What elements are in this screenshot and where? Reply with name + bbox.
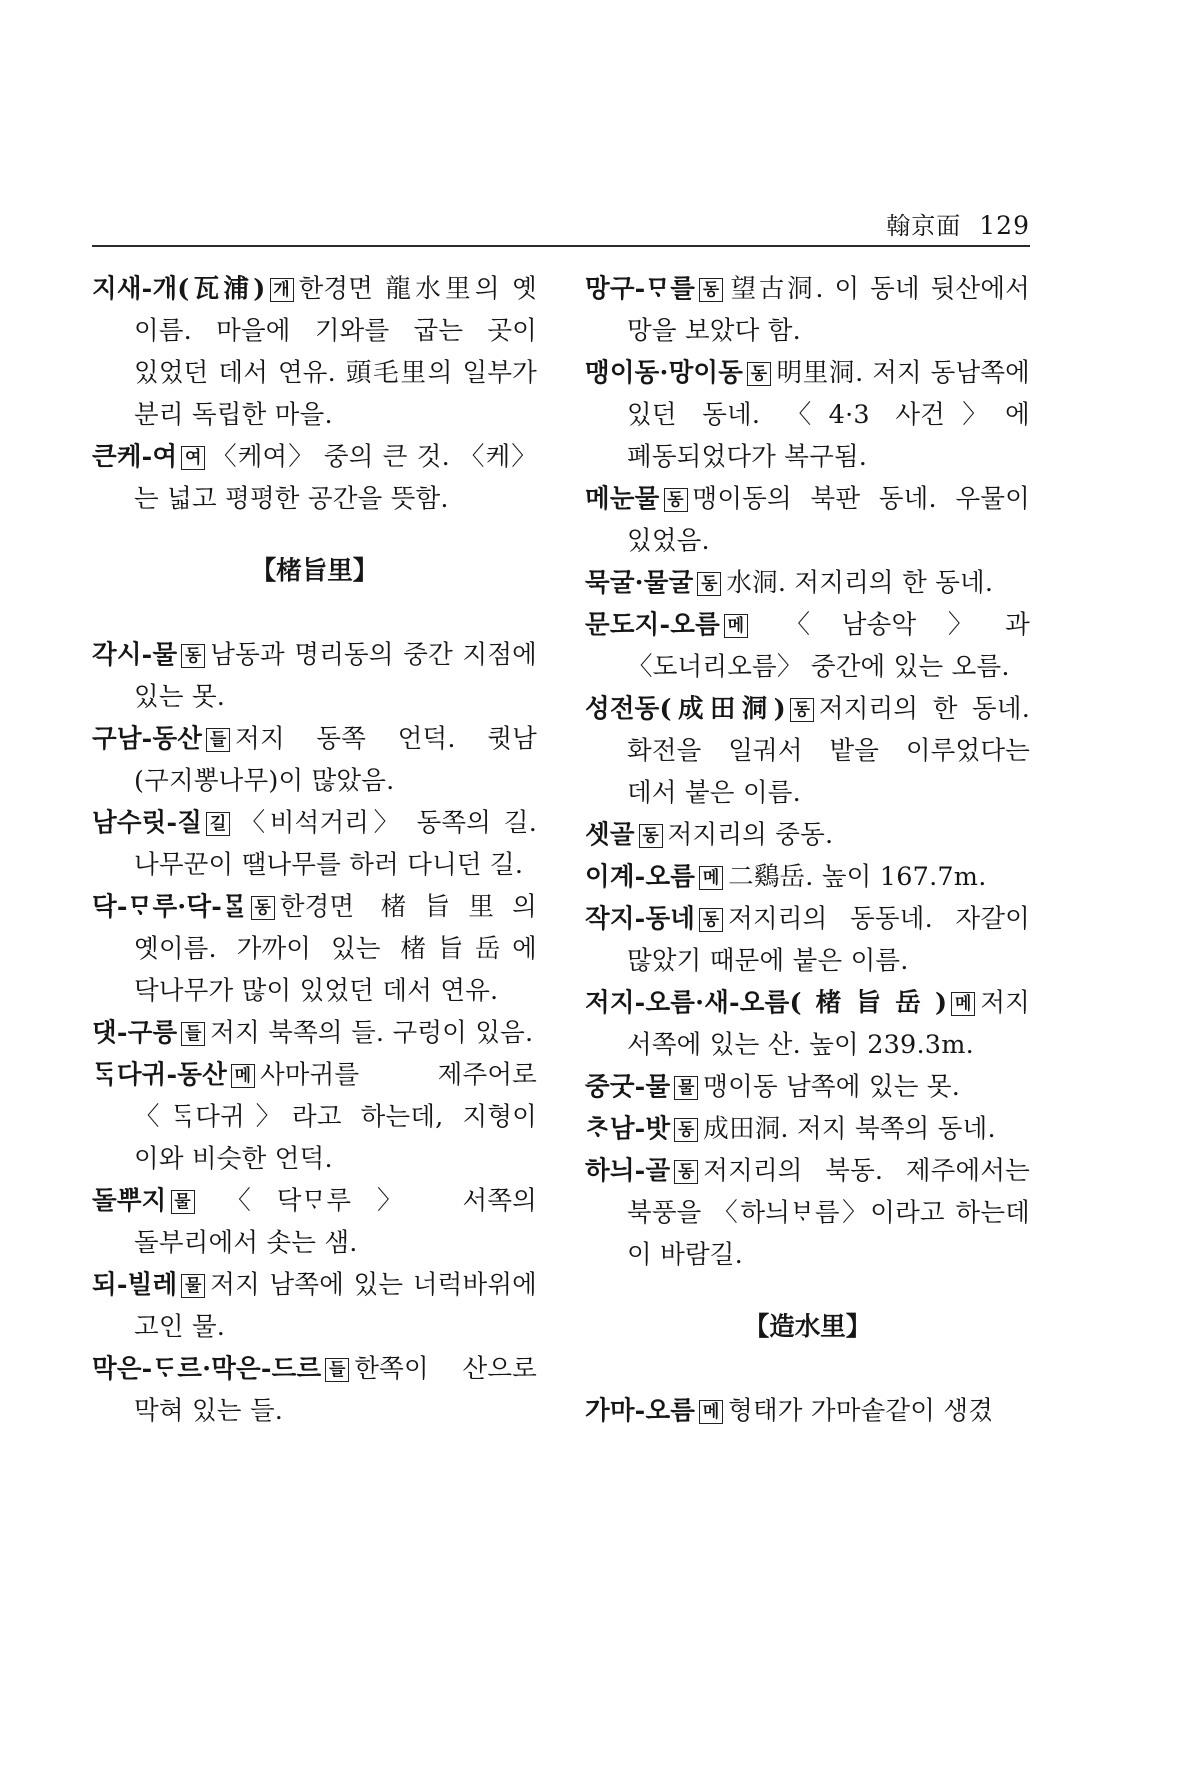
dictionary-entry — [585, 604, 1030, 688]
category-tag: 들 — [181, 1022, 205, 1046]
entry-headword: 셋골 — [585, 820, 635, 850]
dictionary-entry — [92, 718, 537, 802]
category-tag: 동 — [697, 572, 721, 596]
dictionary-entry — [92, 1180, 537, 1264]
dictionary-entry — [585, 856, 1030, 898]
dictionary-entry — [92, 886, 537, 1012]
entry-definition: 한경면 龍水里의 옛 이름. 마을에 기와를 굽는 곳이 있었던 데서 연유. 頭毛里의 일부가 분리 독립한 마을. — [134, 274, 537, 430]
dictionary-entry — [92, 802, 537, 886]
entry-headword: 댓-구릉 — [92, 1018, 178, 1048]
entry-headword: 중굿-물 — [585, 1072, 671, 1102]
entry-headword: 성전동(成田洞) — [585, 694, 786, 724]
entry-headword: 작지-동네 — [585, 904, 696, 934]
entry-definition: 사마귀를 제주어로 〈ᄃᆞᆨ다귀〉라고 하는데, 지형이 이와 비슷한 언덕. — [134, 1060, 537, 1174]
category-tag: 동 — [790, 698, 814, 722]
entry-headword: ᄎᆞ남-밧 — [585, 1114, 671, 1144]
entry-headword: 지새-개(瓦浦) — [92, 274, 266, 304]
category-tag: 동 — [251, 896, 275, 920]
dictionary-entry — [585, 1066, 1030, 1108]
category-tag: 동 — [674, 1118, 698, 1142]
category-tag: 개 — [270, 278, 294, 302]
entry-headword: 각시-물 — [92, 640, 178, 670]
entry-definition: 저지리의 동동네. 자갈이 많았기 때문에 붙은 이름. — [627, 904, 1030, 976]
section-heading: 【造水里】 — [743, 1312, 872, 1342]
entry-headword: 묵굴·물굴 — [585, 568, 694, 598]
entry-definition: 맹이동 남쪽에 있는 못. — [703, 1072, 961, 1102]
entry-definition: 저지 북쪽의 들. 구렁이 있음. — [210, 1018, 534, 1048]
category-tag: 메 — [951, 992, 975, 1016]
entry-headword: 큰케-여 — [92, 442, 178, 472]
entry-headword: 돌뿌지 — [92, 1186, 167, 1216]
category-tag: 들 — [325, 1358, 349, 1382]
dictionary-entry — [585, 982, 1030, 1066]
dictionary-entry — [92, 634, 537, 718]
category-tag: 여 — [181, 446, 205, 470]
dictionary-entry — [92, 436, 537, 520]
dictionary-entry — [585, 478, 1030, 562]
entry-headword: 닥-ᄆᆞ루·닥-ᄆᆞᆯ — [92, 892, 247, 922]
category-tag: 물 — [181, 1274, 205, 1298]
entry-definition: 〈케여〉 중의 큰 것. 〈케〉는 넓고 평평한 공간을 뜻함. — [134, 442, 537, 514]
entry-definition: 望古洞. 이 동네 뒷산에서 망을 보았다 함. — [627, 274, 1030, 346]
dictionary-entry — [92, 1348, 537, 1432]
dictionary-entry — [92, 1264, 537, 1348]
left-column — [92, 268, 537, 1432]
entry-definition: 成田洞. 저지 북쪽의 동네. — [703, 1114, 996, 1144]
category-tag: 길 — [206, 812, 230, 836]
category-tag: 물 — [171, 1190, 195, 1214]
running-head-title: 翰京面 — [886, 212, 962, 240]
dictionary-entry — [585, 1150, 1030, 1276]
entry-definition: 남동과 명리동의 중간 지점에 있는 못. — [134, 640, 537, 712]
category-tag: 동 — [181, 644, 205, 668]
entry-headword: 이계-오름 — [585, 862, 696, 892]
entry-headword: 저지-오름·새-오름(楮旨岳) — [585, 988, 948, 1018]
dictionary-entry — [585, 268, 1030, 352]
entry-definition: 저지리의 중동. — [667, 820, 834, 850]
entry-definition: 저지 남쪽에 있는 너럭바위에 고인 물. — [134, 1270, 537, 1342]
entry-definition: 水洞. 저지리의 한 동네. — [726, 568, 994, 598]
header-rule — [92, 245, 1030, 247]
right-column — [585, 268, 1030, 1432]
dictionary-entry — [585, 352, 1030, 478]
category-tag: 메 — [724, 614, 748, 638]
category-tag: 동 — [664, 488, 688, 512]
category-tag: 동 — [639, 824, 663, 848]
category-tag: 동 — [699, 278, 723, 302]
dictionary-entry — [585, 814, 1030, 856]
entry-headword: 가마-오름 — [585, 1396, 696, 1426]
category-tag: 메 — [231, 1064, 255, 1088]
dictionary-entry — [585, 562, 1030, 604]
category-tag: 메 — [699, 1400, 723, 1424]
entry-definition: 明里洞. 저지 동남쪽에 있던 동네. 〈4·3 사건〉에 폐동되었다가 복구됨. — [627, 358, 1030, 472]
entry-headword: 막은-ᄃᆞ르·막은-드르 — [92, 1354, 322, 1384]
dictionary-entry — [92, 268, 537, 436]
entry-headword: 남수릿-질 — [92, 808, 203, 838]
entry-definition: 저지리의 한 동네. 화전을 일궈서 밭을 이루었다는 데서 붙은 이름. — [627, 694, 1030, 808]
category-tag: 들 — [206, 728, 230, 752]
category-tag: 동 — [747, 362, 771, 386]
category-tag: 메 — [699, 866, 723, 890]
entry-definition: 형태가 가마솥같이 생겼 — [728, 1396, 994, 1426]
entry-definition: 저지 서쪽에 있는 산. 높이 239.3m. — [627, 988, 1030, 1060]
entry-definition: 〈닥ᄆᆞ루〉 서쪽의 돌부리에서 솟는 샘. — [134, 1186, 537, 1258]
dictionary-entry — [585, 688, 1030, 814]
entry-definition: 〈비석거리〉 동쪽의 길. 나무꾼이 땔나무를 하러 다니던 길. — [134, 808, 537, 880]
page-number: 129 — [979, 211, 1030, 240]
dictionary-entry — [92, 1054, 537, 1180]
entry-definition: 二鷄岳. 높이 167.7m. — [728, 862, 987, 892]
entry-headword: 문도지-오름 — [585, 610, 720, 640]
entry-headword: 구남-동산 — [92, 724, 203, 754]
entry-headword: ᄃᆞᆨ다귀-동산 — [92, 1060, 227, 1090]
category-tag: 동 — [699, 908, 723, 932]
entry-definition: 한쪽이 산으로 막혀 있는 들. — [134, 1354, 537, 1426]
category-tag: 동 — [674, 1160, 698, 1184]
category-tag: 물 — [674, 1076, 698, 1100]
entry-headword: 맹이동·망이동 — [585, 358, 744, 388]
dictionary-entry — [585, 1390, 1030, 1432]
dictionary-entry — [585, 898, 1030, 982]
dictionary-entry — [92, 1012, 537, 1054]
dictionary-entry — [585, 1108, 1030, 1150]
entry-definition: 저지 동쪽 언덕. 큇남(구지뽕나무)이 많았음. — [134, 724, 537, 796]
entry-definition: 한경면 楮旨里의 옛이름. 가까이 있는 楮旨岳에 닥나무가 많이 있었던 데서 연유. — [134, 892, 537, 1006]
entry-headword: 망구-ᄆᆞ를 — [585, 274, 696, 304]
entry-headword: 하늬-골 — [585, 1156, 671, 1186]
entry-headword: 되-빌레 — [92, 1270, 178, 1300]
entry-definition: 〈남송악〉과 〈도너리오름〉 중간에 있는 오름. — [627, 610, 1030, 682]
entry-definition: 맹이동의 북판 동네. 우물이 있었음. — [627, 484, 1030, 556]
entry-definition: 저지리의 북동. 제주에서는 북풍을 〈하늬ᄇᆞ름〉이라고 하는데 이 바람길. — [627, 1156, 1030, 1270]
entry-headword: 메눈물 — [585, 484, 660, 514]
running-head — [0, 206, 1030, 241]
section-heading: 【楮旨里】 — [250, 556, 379, 586]
